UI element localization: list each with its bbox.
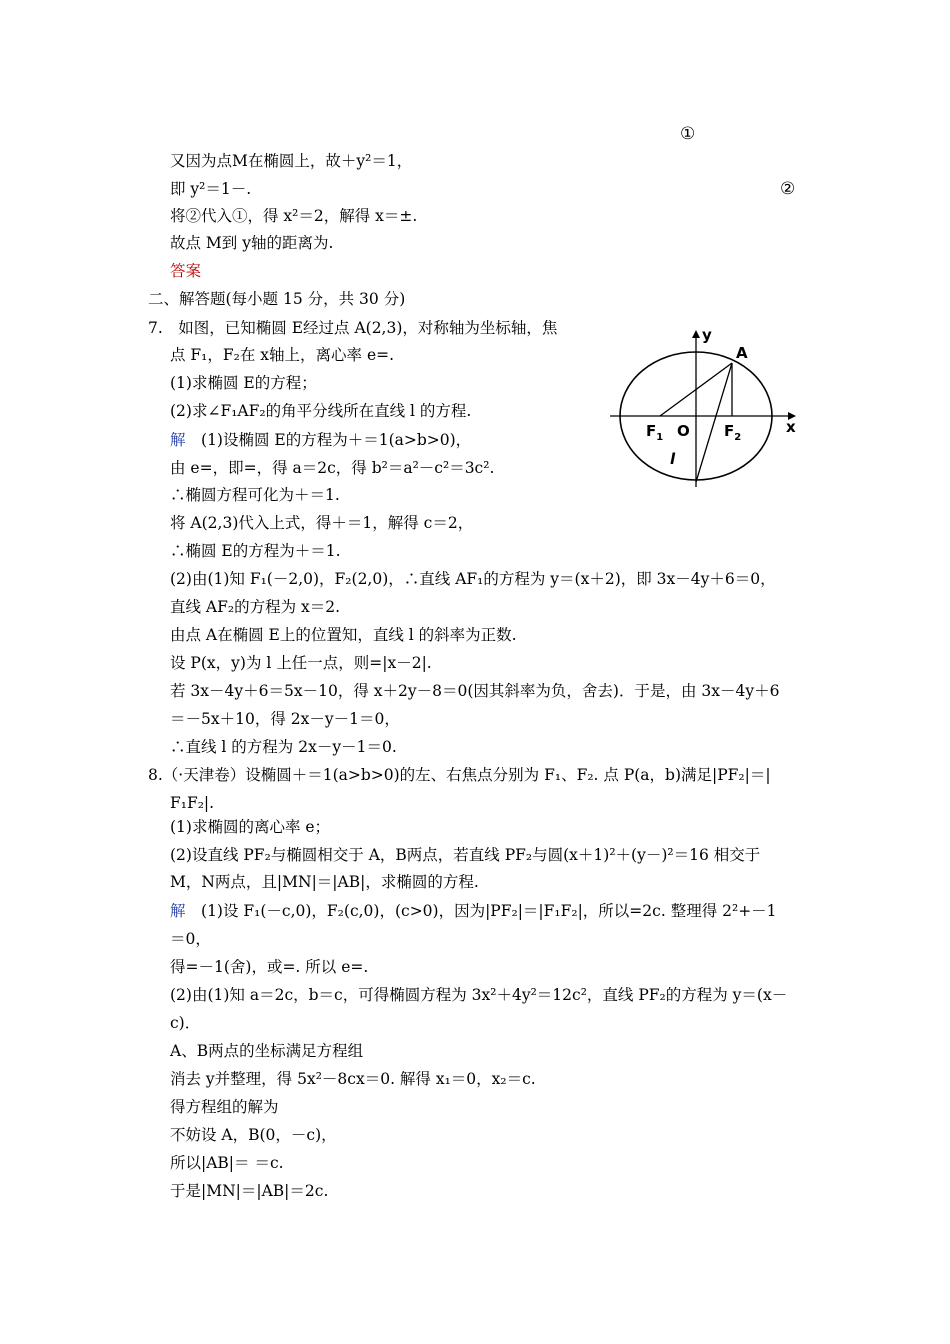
- solution-line: [170, 901, 777, 921]
- text-line: 设 P(x，y)为 l 上任一点，则=|x－2|.: [170, 654, 432, 672]
- text-line: 由 e=，即=，得 a＝2c，得 b²＝a²－c²＝3c².: [170, 459, 495, 477]
- text-line: ∴直线 l 的方程为 2x－y－1＝0.: [170, 738, 397, 756]
- text-line: (1)求椭圆 E的方程；: [170, 374, 317, 392]
- text-line: (1)求椭圆的离心率 e；: [170, 818, 331, 836]
- text-line: 点 F₁，F₂在 x轴上，离心率 e=.: [170, 346, 395, 364]
- text-line: ＝0，: [170, 930, 211, 948]
- text-line: 故点 M到 y轴的距离为.: [170, 234, 334, 252]
- circled-one-marker: ①: [680, 124, 696, 144]
- text-line: (2)由(1)知 a＝2c，b＝c，可得椭圆方程为 3x²＋4y²＝12c²，直线 PF₂的方程为 y＝(x－: [170, 986, 788, 1004]
- text-line: c)．: [170, 1014, 201, 1032]
- text-line: 将②代入①，得 x²＝2，解得 x＝±.: [170, 207, 418, 225]
- text-line: 若 3x－4y＋6＝5x－10，得 x＋2y－8＝0(因其斜率为负，舍去)．于是，由 3x－4y＋6: [170, 682, 780, 700]
- solution-line: [170, 430, 471, 450]
- text-line: ＝－5x＋10，得 2x－y－1＝0，: [170, 710, 400, 728]
- answer-heading: 答案: [170, 262, 202, 280]
- text-line: 所以|AB|＝ ＝c.: [170, 1154, 284, 1172]
- text-line: (2)由(1)知 F₁(－2,0)，F₂(2,0)，∴直线 AF₁的方程为 y＝(x＋2)，即 3x－4y＋6＝0，: [170, 570, 776, 588]
- point-a-label: A: [736, 344, 748, 362]
- solution-text: (1)设 F₁(－c,0)，F₂(c,0)，(c>0)，因为|PF₂|＝|F₁F₂|，所以=2c. 整理得 2²+－1: [185, 902, 777, 920]
- text-line: (2)设直线 PF₂与椭圆相交于 A，B两点，若直线 PF₂与圆(x＋1)²＋(y－)²＝16 相交于: [170, 846, 761, 864]
- text-line: 由点 A在椭圆 E上的位置知，直线 l 的斜率为正数.: [170, 626, 517, 644]
- text-line: 即 y²＝1－.: [170, 180, 252, 198]
- x-axis-label: x: [786, 418, 796, 436]
- section-heading: 二、解答题(每小题 15 分，共 30 分): [148, 290, 406, 308]
- circled-two-marker: ②: [780, 179, 796, 199]
- origin-label: O: [677, 422, 690, 440]
- text-line: 消去 y并整理，得 5x²－8cx＝0. 解得 x₁＝0，x₂＝c.: [170, 1070, 536, 1088]
- problem-7-statement: 7. 如图，已知椭圆 E经过点 A(2,3)，对称轴为坐标轴，焦: [148, 319, 558, 337]
- solution-text: (1)设椭圆 E的方程为＋＝1(a>b>0)，: [185, 431, 472, 449]
- y-axis-label: y: [702, 326, 712, 344]
- text-line: A、B两点的坐标满足方程组: [170, 1042, 364, 1060]
- text-line: (2)求∠F₁AF₂的角平分线所在直线 l 的方程.: [170, 402, 472, 420]
- text-line: F₁F₂|.: [170, 794, 215, 812]
- y-axis-arrow: [692, 330, 700, 338]
- text-line: 将 A(2,3)代入上式，得＋＝1，解得 c＝2，: [170, 514, 474, 532]
- text-line: 又因为点M在椭圆上，故＋y²＝1，: [170, 152, 413, 170]
- text-line: 于是|MN|＝|AB|＝2c.: [170, 1182, 329, 1200]
- text-line: 得方程组的解为: [170, 1098, 279, 1116]
- text-line: 得=－1(舍)，或=. 所以 e=.: [170, 958, 369, 976]
- solution-label: 解: [170, 431, 186, 449]
- text-line: 直线 AF₂的方程为 x＝2.: [170, 598, 341, 616]
- text-line: M，N两点，且|MN|＝|AB|，求椭圆的方程.: [170, 873, 479, 891]
- focus-f1-label: $F_1$: [646, 422, 664, 443]
- text-line: 不妨设 A，B(0，－c)，: [170, 1126, 337, 1144]
- problem-8-statement: 8.（·天津卷）设椭圆＋＝1(a>b>0)的左、右焦点分别为 F₁、F₂. 点 P(a，b)满足|PF₂|＝|: [148, 766, 771, 784]
- solution-label: 解: [170, 902, 186, 920]
- text-line: ∴椭圆方程可化为＋＝1.: [170, 486, 340, 504]
- focus-f2-label: $F_2$: [724, 422, 742, 443]
- line-l-label: l: [670, 450, 676, 468]
- ellipse-figure: [610, 322, 810, 492]
- text-line: ∴椭圆 E的方程为＋＝1.: [170, 542, 341, 560]
